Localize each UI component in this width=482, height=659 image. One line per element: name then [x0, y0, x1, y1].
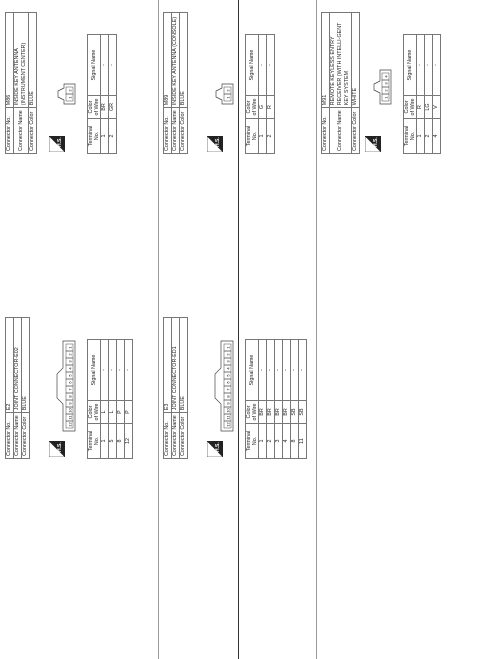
terminal-header-row	[246, 340, 259, 459]
terminal-table	[87, 34, 117, 154]
info-row	[172, 13, 180, 154]
signal-name: -	[259, 340, 267, 401]
terminal-no: 1	[101, 424, 109, 459]
terminal-no: 2	[267, 119, 275, 154]
info-value: JOINT CONNECTOR-E02	[14, 318, 22, 413]
wire-color: P	[125, 401, 133, 424]
info-row	[14, 318, 22, 459]
info-label: Connector Name	[330, 108, 352, 154]
connector-face-icon	[55, 82, 82, 106]
signal-name: -	[259, 35, 267, 96]
terminal-row	[433, 35, 441, 154]
hs-icon	[49, 138, 63, 152]
terminal-no: 3	[275, 424, 283, 459]
wire-color: BR	[101, 96, 109, 119]
terminal-header-row	[88, 35, 101, 154]
terminal-no: 11	[299, 424, 307, 459]
pin-number: 3	[225, 360, 231, 363]
connector-face-icon	[55, 339, 82, 433]
info-label: Connector Color	[352, 108, 360, 154]
terminal-no: 2	[109, 119, 117, 154]
column-header: Color of Wire	[88, 401, 101, 424]
pin-number: 11	[225, 415, 231, 420]
info-value: M86	[6, 13, 14, 108]
column-header: Signal Name	[88, 340, 101, 401]
pin-number: 10	[67, 408, 73, 413]
pin-number: 7	[67, 388, 73, 391]
terminal-no: 1	[101, 119, 109, 154]
signal-name: -	[101, 340, 109, 401]
hs-icon	[207, 443, 221, 457]
info-row	[330, 13, 352, 154]
column-header: Signal Name	[88, 35, 101, 96]
wire-color: BR	[259, 401, 267, 424]
terminal-row	[417, 35, 425, 154]
info-value: BLUE	[29, 13, 37, 108]
pin-number: 6	[67, 381, 73, 384]
info-value: BLUE	[180, 13, 188, 108]
info-row	[180, 13, 188, 154]
info-label: Connector Name	[14, 108, 29, 154]
connector-info-table	[5, 317, 30, 459]
wire-color: R	[267, 96, 275, 119]
wire-color: BR	[267, 401, 275, 424]
pin-number: 9	[67, 402, 73, 405]
info-row	[6, 13, 14, 154]
connector-info-table	[5, 12, 37, 154]
connector-panel	[5, 12, 115, 154]
pin-number: 9	[225, 402, 231, 405]
wire-color: BR	[283, 401, 291, 424]
terminal-row	[109, 340, 117, 459]
pin-number: 1	[225, 96, 231, 99]
pin-number: 8	[225, 395, 231, 398]
info-row	[164, 318, 172, 459]
terminal-header-row	[404, 35, 417, 154]
wire-color: BR	[275, 401, 283, 424]
terminal-row	[125, 340, 133, 459]
hs-icon	[49, 443, 63, 457]
info-value: M89	[164, 13, 172, 108]
info-row	[14, 13, 29, 154]
info-row	[29, 13, 37, 154]
info-row	[322, 13, 330, 154]
column-header: Terminal No.	[246, 119, 259, 154]
pin-number: 12	[67, 422, 73, 427]
info-label: Connector Color	[180, 413, 188, 459]
wire-color: LG	[425, 96, 433, 119]
info-label: Connector No.	[164, 413, 172, 459]
info-label: Connector No.	[164, 108, 172, 154]
column-header: Terminal No.	[246, 424, 259, 459]
terminal-no: 4	[283, 424, 291, 459]
info-row	[6, 318, 14, 459]
info-value: E2	[6, 318, 14, 413]
signal-name: -	[425, 35, 433, 96]
info-label: Connector No.	[322, 108, 330, 154]
pin-number: 2	[225, 89, 231, 92]
wire-color: L	[101, 401, 109, 424]
info-row	[352, 13, 360, 154]
wire-color: V	[433, 96, 441, 119]
connector-info-table	[163, 317, 188, 459]
terminal-row	[259, 340, 267, 459]
terminal-no: 1	[417, 119, 425, 154]
signal-name: -	[283, 340, 291, 401]
signal-name: -	[433, 35, 441, 96]
pin-number: 3	[67, 360, 73, 363]
pin-number: 8	[67, 395, 73, 398]
signal-name: -	[291, 340, 299, 401]
connector-panel	[163, 12, 273, 154]
pin-number: 1	[225, 346, 231, 349]
hs-label: H.S.	[215, 137, 221, 147]
pin-number: 4	[225, 367, 231, 370]
connector-face-icon	[213, 82, 240, 106]
wire-color: SB	[291, 401, 299, 424]
connector-panel	[5, 317, 131, 459]
wire-color: G	[259, 96, 267, 119]
info-label: Connector Color	[22, 413, 30, 459]
info-row	[164, 13, 172, 154]
terminal-no: 1	[259, 424, 267, 459]
connector-panel	[321, 12, 439, 154]
hs-icon	[207, 138, 221, 152]
column-header: Color of Wire	[88, 96, 101, 119]
pin-number: 2	[67, 89, 73, 92]
info-value: E3	[164, 318, 172, 413]
terminal-row	[425, 35, 433, 154]
connector-face-icon	[213, 339, 240, 433]
signal-name: -	[101, 35, 109, 96]
terminal-no: 1	[259, 119, 267, 154]
column-header: Terminal No.	[88, 119, 101, 154]
info-value: BLUE	[180, 318, 188, 413]
signal-name: -	[299, 340, 307, 401]
info-label: Connector No.	[6, 108, 14, 154]
wire-color: GR	[109, 96, 117, 119]
wire-color: R	[417, 96, 425, 119]
hs-label: H.S.	[373, 137, 379, 147]
pin-number: 12	[225, 422, 231, 427]
terminal-row	[299, 340, 307, 459]
terminal-row	[109, 35, 117, 154]
info-label: Connector Color	[180, 108, 188, 154]
connector-info-table	[163, 12, 188, 154]
terminal-no: 2	[425, 119, 433, 154]
info-value: JOINT CONNECTOR-ED1	[172, 318, 180, 413]
terminal-no: 8	[291, 424, 299, 459]
terminal-row	[267, 35, 275, 154]
column-header: Color of Wire	[246, 96, 259, 119]
pin-number: 5	[225, 374, 231, 377]
info-value: INSIDE KEY ANTENNA (CONSOLE)	[172, 13, 180, 108]
signal-name: -	[275, 340, 283, 401]
wire-color: SB	[299, 401, 307, 424]
hs-label: H.S.	[57, 137, 63, 147]
info-value: WHITE	[352, 13, 360, 108]
terminal-no: 8	[117, 424, 125, 459]
pin-number: 4	[383, 75, 389, 78]
connector-face-icon	[371, 68, 398, 106]
column-header: Terminal No.	[404, 119, 417, 154]
column-header: Terminal No.	[88, 424, 101, 459]
signal-name: -	[267, 35, 275, 96]
terminal-header-row	[246, 35, 259, 154]
hs-label: H.S.	[215, 442, 221, 452]
pin-number: 1	[383, 96, 389, 99]
pin-number: 6	[225, 381, 231, 384]
info-label: Connector Name	[14, 413, 22, 459]
column-header: Signal Name	[404, 35, 417, 96]
connector-panel	[163, 317, 305, 459]
column-header: Signal Name	[246, 340, 259, 401]
info-label: Connector Name	[172, 413, 180, 459]
info-label: Connector Name	[172, 108, 180, 154]
pin-number: 4	[67, 367, 73, 370]
info-row	[180, 318, 188, 459]
terminal-no: 2	[267, 424, 275, 459]
info-value: M91	[322, 13, 330, 108]
pin-number: 2	[225, 353, 231, 356]
column-header: Signal Name	[246, 35, 259, 96]
pin-number: 5	[67, 374, 73, 377]
wire-color: L	[109, 401, 117, 424]
terminal-table	[245, 34, 275, 154]
signal-name: -	[417, 35, 425, 96]
terminal-row	[259, 35, 267, 154]
hs-icon	[365, 138, 379, 152]
pin-number: 11	[67, 415, 73, 420]
signal-name: -	[109, 35, 117, 96]
terminal-no: 12	[125, 424, 133, 459]
wire-color: P	[117, 401, 125, 424]
column-header: Color of Wire	[404, 96, 417, 119]
terminal-table	[403, 34, 441, 154]
terminal-table	[245, 339, 307, 459]
signal-name: -	[117, 340, 125, 401]
terminal-row	[101, 340, 109, 459]
terminal-row	[291, 340, 299, 459]
pin-number: 1	[67, 96, 73, 99]
terminal-row	[101, 35, 109, 154]
info-row	[22, 318, 30, 459]
pin-number: 2	[383, 89, 389, 92]
pin-number: 2	[67, 353, 73, 356]
terminal-row	[283, 340, 291, 459]
signal-name: -	[109, 340, 117, 401]
info-label: Connector No.	[6, 413, 14, 459]
info-value: INSIDE KEY ANTENNA (INSTRUMENT CENTER)	[14, 13, 29, 108]
info-label: Connector Color	[29, 108, 37, 154]
terminal-table	[87, 339, 133, 459]
terminal-row	[117, 340, 125, 459]
terminal-no: 4	[433, 119, 441, 154]
terminal-row	[267, 340, 275, 459]
pin-number: 7	[225, 388, 231, 391]
column-header: Color of Wire	[246, 401, 259, 424]
pin-number: 10	[225, 408, 231, 413]
signal-name: -	[267, 340, 275, 401]
connector-info-table	[321, 12, 360, 154]
info-value: REMOTE KEYLESS ENTRY RECEIVER (WITH INTELLI-GENT KEY SYSTEM	[330, 13, 352, 108]
info-value: BLUE	[22, 318, 30, 413]
terminal-no: 5	[109, 424, 117, 459]
terminal-row	[275, 340, 283, 459]
signal-name: -	[125, 340, 133, 401]
terminal-header-row	[88, 340, 101, 459]
info-row	[172, 318, 180, 459]
pin-number: 3	[383, 82, 389, 85]
pin-number: 1	[67, 346, 73, 349]
hs-label: H.S.	[57, 442, 63, 452]
